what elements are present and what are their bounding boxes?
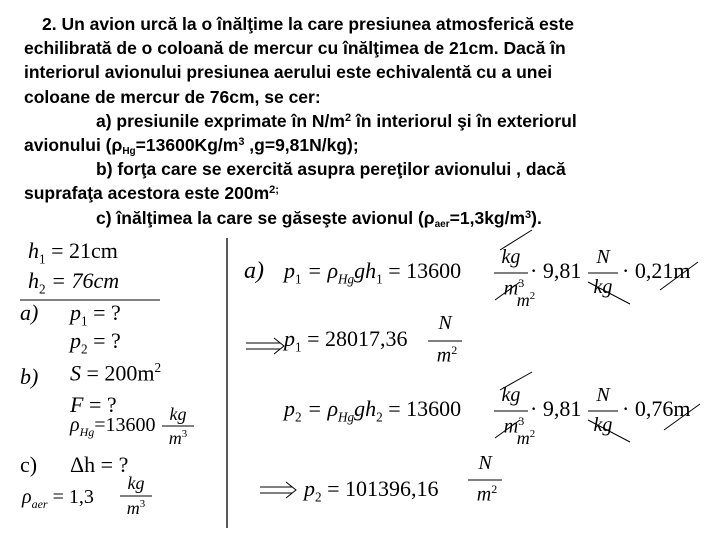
- unit-kg: kg: [593, 276, 613, 298]
- g-value: · 9,81: [530, 396, 582, 421]
- problem-line: echilibrată de o coloană de mercur cu înălţimea de 21cm. Dacă în: [24, 38, 566, 59]
- question-b-cont: suprafaţa acestora este $200m^{2;}$: [24, 183, 279, 204]
- question-a: a) presiunile exprimate în $N/m^2$ în interiorul şi în exteriorul: [96, 110, 577, 131]
- h2-value: · 0,76m: [622, 396, 691, 421]
- unit-kg: kg: [501, 246, 521, 268]
- problem-line: 2. Un avion urcă la o înălţime la care presiunea atmosferică este: [42, 14, 575, 34]
- result-p2: $p_2 = 101396,16$: [304, 476, 439, 505]
- equation-p2: $p_2 = \rho_{Hg}gh_2 = 13600$: [284, 396, 462, 425]
- result-p1: $p_1 = 28017,36$: [284, 326, 408, 355]
- given-h2: $h_2 = 76cm$: [28, 268, 120, 297]
- h1-value: · 0,21m: [622, 258, 691, 283]
- given-dh: Δh = ?: [70, 452, 129, 477]
- unit-kg: kg: [593, 414, 613, 436]
- unit-N: N: [596, 246, 610, 268]
- given-rho-hg: $\rho_{Hg}=13600$: [70, 414, 156, 439]
- given-p2: $p_2$ = ?: [70, 328, 121, 357]
- given-b-label: b): [20, 364, 39, 389]
- unit-kg: kg: [127, 473, 145, 493]
- unit-m2: $m^2$: [516, 428, 536, 448]
- unit-N: N: [438, 312, 452, 334]
- implies-arrow: [260, 482, 296, 498]
- unit-N: N: [596, 384, 610, 406]
- implies-arrow: [246, 338, 284, 354]
- given-a-label: a): [20, 300, 39, 325]
- problem-line: coloane de mercur de 76cm, se cer:: [24, 86, 321, 107]
- given-p1: $p_1$ = ?: [70, 300, 121, 329]
- question-a-cont: avionului ($\rho_{Hg}=13600Kg/m^3$ ,g=9,81N/kg);: [24, 135, 359, 158]
- given-rho-aer: $\rho_{aer} = 1,3$: [22, 486, 94, 511]
- unit-m2: $m^2$: [436, 343, 458, 367]
- unit-kg: kg: [501, 384, 521, 406]
- unit-m3: $m^3$: [503, 414, 525, 438]
- given-S: $S = 200m^2$: [70, 360, 162, 386]
- unit-m3: $m^3$: [503, 276, 525, 300]
- unit-m3: $m^3$: [168, 428, 188, 448]
- question-c: c) înălţimea la care se găseşte avionul $(\rho_{aer}=1,3kg/m^3)$.: [96, 207, 542, 230]
- solution-a-label: a): [244, 258, 264, 284]
- problem-line: interiorul avionului presiunea aerului este echivalentă cu a unei: [24, 62, 553, 83]
- g-value: · 9,81: [530, 258, 582, 283]
- given-c-label: c): [20, 452, 38, 477]
- unit-m2: $m^2$: [516, 290, 536, 310]
- unit-N: N: [478, 452, 492, 474]
- question-b: b) forţa care se exercită asupra pereţilor avionului , dacă: [96, 159, 566, 180]
- equation-p1: $p_1 = \rho_{Hg}gh_1 = 13600$: [284, 258, 462, 287]
- unit-m2: $m^2$: [476, 482, 498, 506]
- given-F: F = ?: [70, 392, 117, 417]
- unit-kg: kg: [169, 404, 187, 424]
- given-h1: $h_1 = 21cm$: [28, 238, 118, 267]
- unit-m3: $m^3$: [126, 498, 146, 518]
